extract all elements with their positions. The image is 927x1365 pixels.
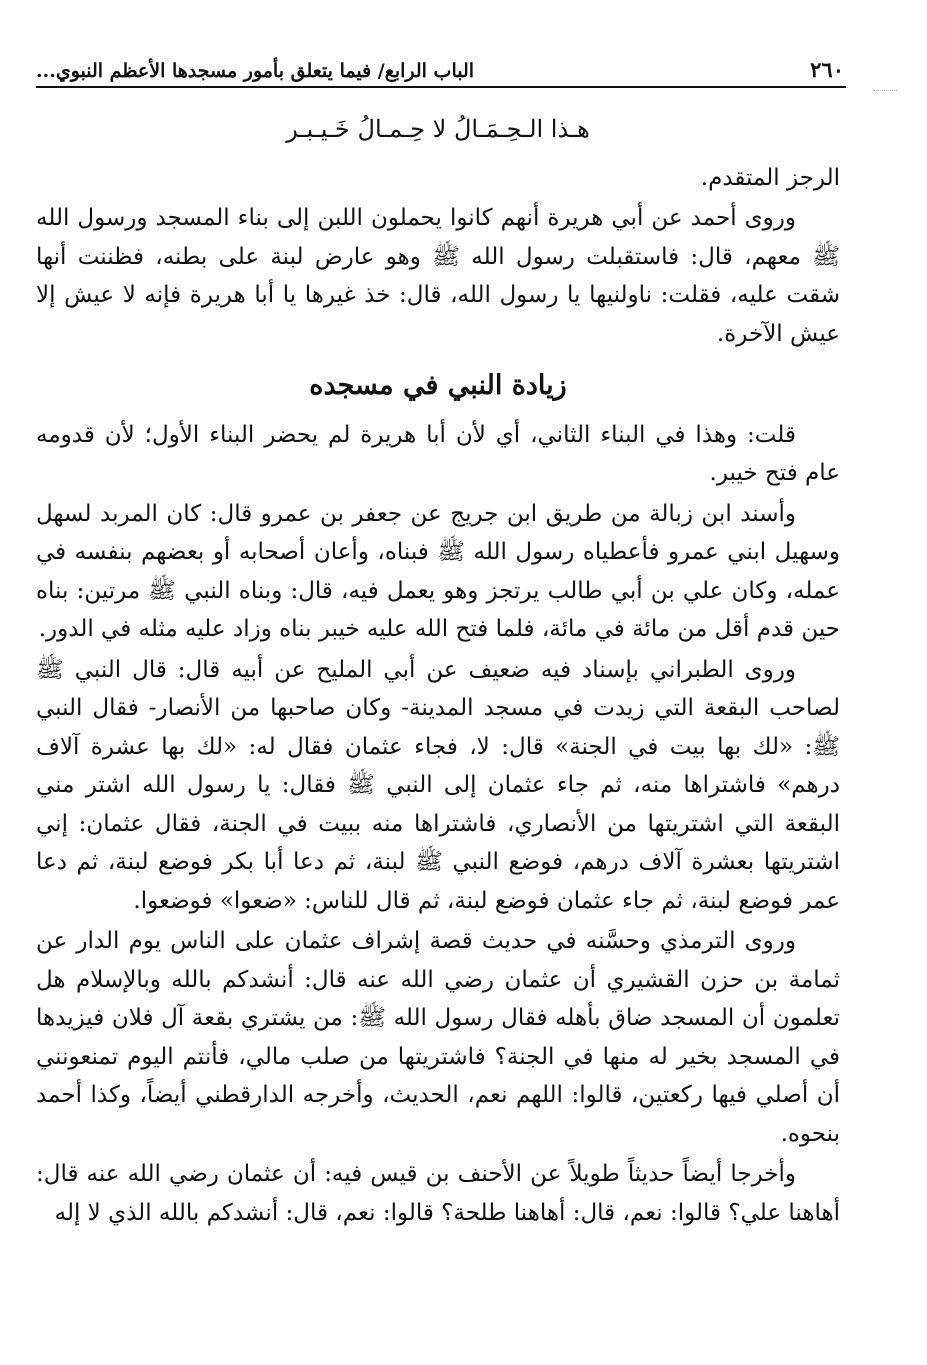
section-heading: زيادة النبي في مسجده xyxy=(309,370,567,401)
paragraph: وروى أحمد عن أبي هريرة أنهم كانوا يحملون اللبن إلى بناء المسجد ورسول الله ﷺ معهم، قال: فاستقبلت رسول الله ﷺ وهو عارض لبنة على بطنه، فظننت أنها شقت عليه، فقلت: ناولنيها يا رسول الله، قال: خذ غيرها يا أبا هريرة فإنه لا عيش إلا عيش الآخرة. xyxy=(36,205,840,347)
paragraph: قلت: وهذا في البناء الثاني، أي لأن أبا هريرة لم يحضر البناء الأول؛ لأن قدومه عام فتح خيبر. xyxy=(36,421,840,486)
page-header xyxy=(36,48,844,82)
paragraph: وأخرجا أيضاً حديثاً طويلاً عن الأحنف بن قيس فيه: أن عثمان رضي الله عنه قال: أهاهنا علي؟ قالوا: نعم، قال: أهاهنا طلحة؟ قالوا: نعم، قال: أنشدكم بالله الذي لا إله xyxy=(36,1161,840,1226)
paragraph: وروى الترمذي وحسَّنه في حديث قصة إشراف عثمان على الناس يوم الدار عن ثمامة بن حزن القشيري أن عثمان رضي الله عنه قال: أنشدكم بالله وبالإسلام هل تعلمون أن المسجد ضاق بأهله فقال رسول الله ﷺ: من يشتري بقعة آل فلان فيزيدها في المسجد بخير له منها في الجنة؟ فاشتريتها من صلب مالي، فأنتم اليوم تمنعونني أن أصلي فيها ركعتين، قالوا: اللهم نعم، الحديث، وأخرجه الدارقطني أيضاً، وكذا أحمد بنحوه. xyxy=(36,928,840,1147)
page-number: ٢٦٠ xyxy=(810,57,844,82)
header-rule xyxy=(36,86,846,88)
paragraph: وأسند ابن زبالة من طريق ابن جريج عن جعفر بن عمرو قال: كان المربد لسهل وسهيل ابني عمرو فأعطياه رسول الله ﷺ فبناه، وأعان أصحابه أو بعضهم بنفسه في عمله، وكان علي بن أبي طالب يرتجز وهو يعمل فيه، قال: وبناه النبي ﷺ مرتين: بناه حين قدم أقل من مائة في مائة، فلما فتح الله عليه خيبر بناه وزاد عليه مثله في الدور. xyxy=(36,500,840,642)
verse-line: هـذا الـحِـمَـالُ لا حِـمـالُ خَـيـبـر xyxy=(286,115,590,143)
paragraph: الرجز المتقدم. xyxy=(700,164,840,191)
running-title: الباب الرابع/ فيما يتعلق بأمور مسجدها الأعظم النبوي... xyxy=(36,60,475,82)
paragraph: وروى الطبراني بإسناد فيه ضعيف عن أبي المليح عن أبيه قال: قال النبي ﷺ لصاحب البقعة التي زيدت في مسجد المدينة- وكان صاحبها من الأنصار- فقال النبي ﷺ: «لك بها بيت في الجنة» قال: لا، فجاء عثمان فقال له: «لك بها عشرة آلاف درهم» فاشتراها منه، ثم جاء عثمان إلى النبي ﷺ فقال: يا رسول الله اشتر مني البقعة التي اشتريتها من الأنصاري، فاشتراها منه ببيت في الجنة، فقال عثمان: إني اشتريتها بعشرة آلاف درهم، فوضع النبي ﷺ لبنة، ثم دعا أبا بكر فوضع لبنة، ثم دعا عمر فوضع لبنة، ثم جاء عثمان فوضع لبنة، ثم قال للناس: «ضعوا» فوضعوا. xyxy=(36,656,840,914)
page-body xyxy=(36,106,840,1234)
margin-mark xyxy=(873,90,897,91)
